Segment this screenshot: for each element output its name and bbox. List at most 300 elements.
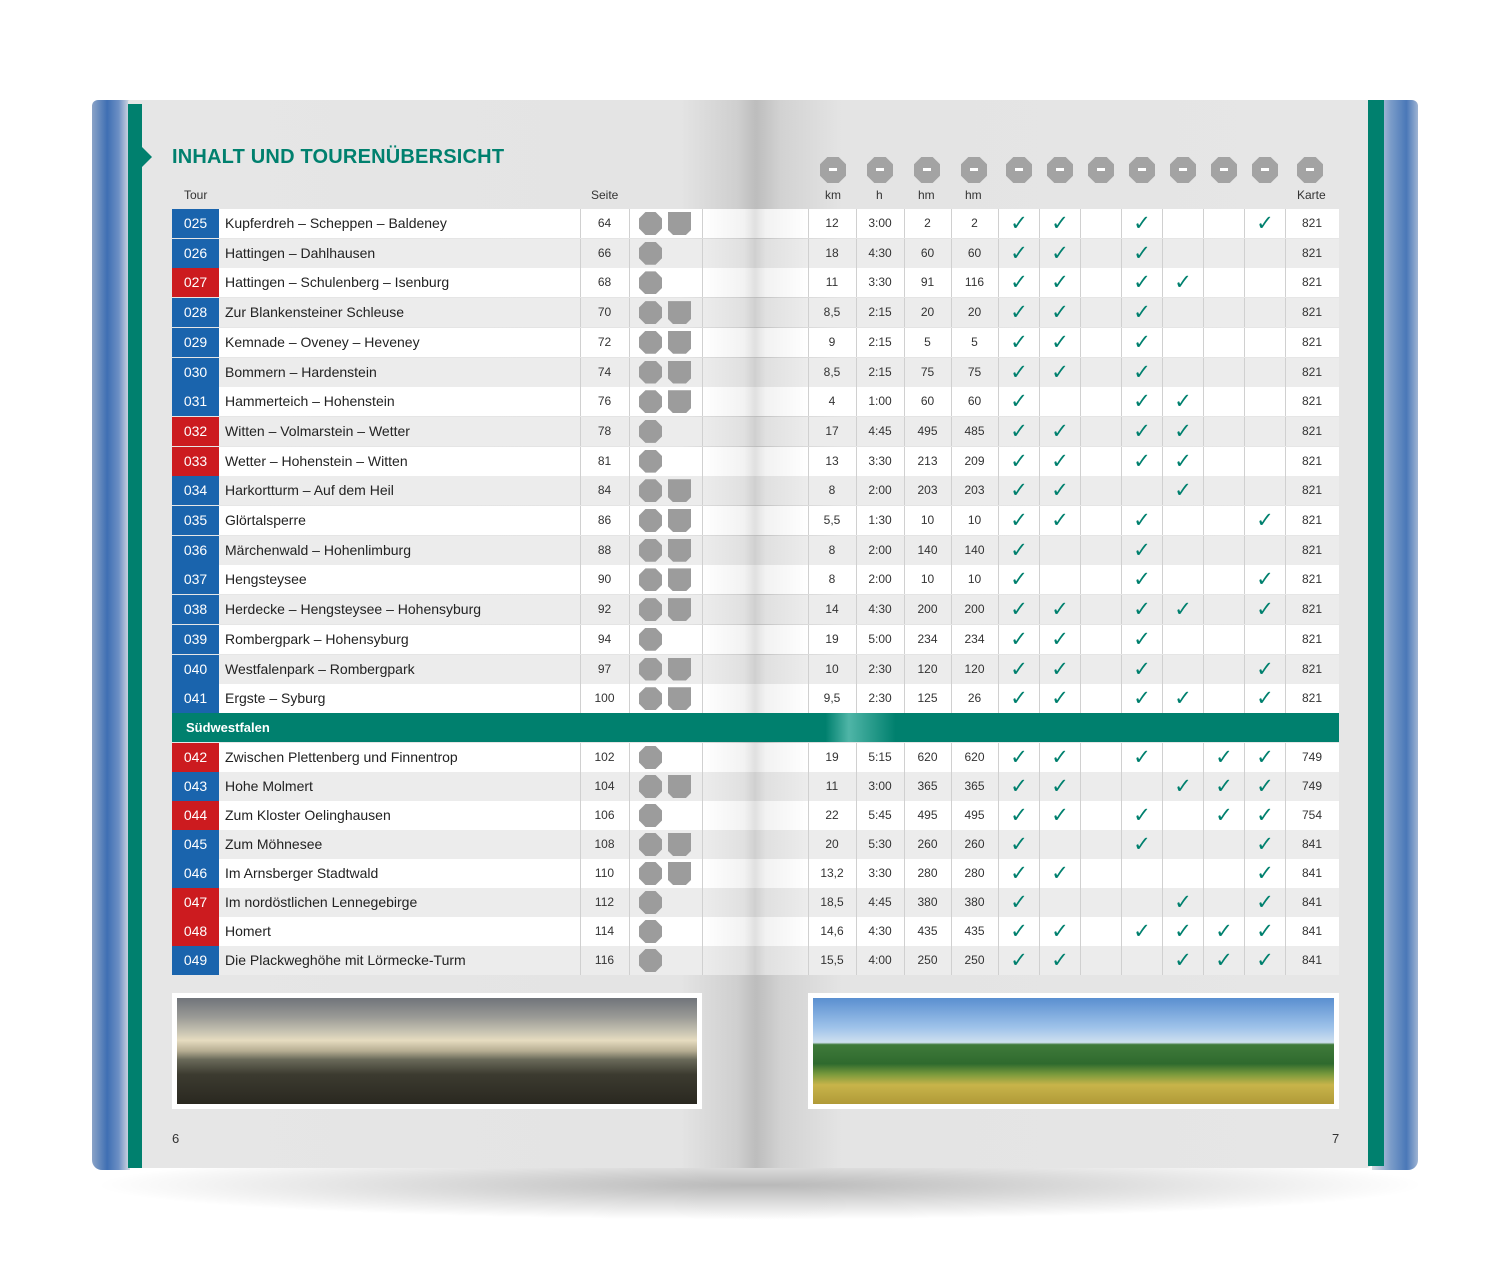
header-h: h <box>876 188 883 202</box>
page-number: 74 <box>597 364 612 379</box>
page-number: 102 <box>594 750 615 764</box>
check-icon: ✓ <box>1010 537 1028 562</box>
table-row <box>172 595 1339 624</box>
descent-hm: 5 <box>971 334 978 349</box>
column-divider <box>1244 625 1245 654</box>
tour-number: 047 <box>172 888 219 917</box>
route-type-icon <box>668 687 691 710</box>
difficulty-icon <box>639 862 662 885</box>
category-header-icon <box>1129 157 1155 183</box>
map-number: 749 <box>1301 750 1323 764</box>
header-icon-mark <box>1179 168 1187 171</box>
descent-hm: 380 <box>964 895 985 909</box>
check-icon: ✓ <box>1174 948 1192 972</box>
column-divider <box>629 268 630 297</box>
category-header-icon <box>1170 157 1196 183</box>
check-icon: ✓ <box>1051 240 1069 265</box>
column-divider <box>1244 328 1245 357</box>
column-divider <box>1203 684 1204 713</box>
column-divider <box>1203 298 1204 327</box>
tour-name: Bommern – Hardenstein <box>225 363 377 380</box>
ascent-hm: 2 <box>924 216 931 230</box>
header-icon-mark <box>1056 168 1064 171</box>
book-gutter-shade <box>702 209 808 238</box>
photo-right <box>808 993 1339 1109</box>
map-number: 841 <box>1301 837 1323 851</box>
route-type-icon <box>668 361 691 384</box>
column-divider <box>629 888 630 917</box>
book-gutter-shade <box>702 565 808 594</box>
tour-number: 045 <box>172 830 219 859</box>
book-gutter-shade <box>702 859 808 888</box>
descent-hm: 60 <box>967 394 982 409</box>
category-header-icon <box>1088 157 1114 183</box>
check-icon: ✓ <box>1051 745 1069 769</box>
check-icon: ✓ <box>1256 656 1274 681</box>
header-icon-mark <box>1261 168 1269 171</box>
column-divider <box>1080 209 1081 238</box>
section-label: Südwestfalen <box>186 720 270 735</box>
ascent-hm: 120 <box>917 661 938 676</box>
category-header-icon <box>1252 157 1278 183</box>
distance-km: 19 <box>825 631 839 646</box>
header-icon-mark <box>876 168 884 171</box>
column-divider <box>629 625 630 654</box>
column-divider <box>629 536 630 565</box>
check-icon: ✓ <box>1051 626 1069 651</box>
duration-h: 2:15 <box>868 334 892 349</box>
book-gutter-shade <box>702 801 808 830</box>
tour-number: 031 <box>172 387 219 416</box>
check-icon: ✓ <box>1133 832 1151 856</box>
check-icon: ✓ <box>1256 803 1274 827</box>
check-icon: ✓ <box>1051 300 1069 325</box>
descent-hm: 365 <box>964 779 985 793</box>
right-page-stripe <box>1368 100 1384 1166</box>
ascent-hm: 380 <box>917 895 938 909</box>
column-divider <box>1080 801 1081 830</box>
duration-h: 2:30 <box>868 691 892 706</box>
difficulty-icon <box>639 949 662 972</box>
difficulty-icon <box>639 833 662 856</box>
column-divider <box>1203 506 1204 535</box>
page-number: 108 <box>594 837 615 851</box>
page-number: 70 <box>597 305 612 320</box>
difficulty-icon <box>639 920 662 943</box>
difficulty-icon <box>639 271 662 294</box>
difficulty-icon <box>639 598 662 621</box>
map-number: 821 <box>1301 483 1323 498</box>
column-divider <box>1203 387 1204 416</box>
map-number: 821 <box>1301 216 1323 230</box>
check-icon: ✓ <box>1133 508 1151 532</box>
column-divider <box>629 417 630 446</box>
column-divider <box>1080 888 1081 917</box>
category-header-icon <box>820 157 846 183</box>
check-icon: ✓ <box>1133 389 1151 414</box>
ascent-hm: 10 <box>920 513 935 527</box>
page-number-right: 7 <box>1332 1131 1340 1146</box>
map-number: 821 <box>1301 275 1323 290</box>
book-gutter-shade <box>702 447 808 476</box>
book-gutter-shade <box>702 946 808 975</box>
table-row <box>172 476 1339 505</box>
column-divider <box>1162 328 1163 357</box>
tour-name: Hengsteysee <box>225 571 307 588</box>
column-divider <box>1080 298 1081 327</box>
header-tour: Tour <box>184 188 208 202</box>
tour-number: 046 <box>172 859 219 888</box>
column-divider <box>629 447 630 476</box>
check-icon: ✓ <box>1133 656 1151 681</box>
header-icon-mark <box>1138 168 1146 171</box>
check-icon: ✓ <box>1051 774 1069 798</box>
check-icon: ✓ <box>1215 948 1233 972</box>
column-divider <box>1244 268 1245 297</box>
column-divider <box>629 743 630 772</box>
descent-hm: 435 <box>964 924 985 938</box>
column-divider <box>629 655 630 684</box>
column-divider <box>1080 239 1081 268</box>
tour-name: Zwischen Plettenberg und Finnentrop <box>225 749 458 765</box>
book-gutter-shade <box>702 595 808 624</box>
descent-hm: 10 <box>967 572 982 587</box>
descent-hm: 495 <box>964 808 985 822</box>
descent-hm: 116 <box>964 275 985 290</box>
distance-km: 8 <box>828 542 836 557</box>
title-arrow-icon <box>142 147 152 167</box>
table-row <box>172 946 1339 975</box>
check-icon: ✓ <box>1256 508 1274 532</box>
tour-name: Herdecke – Hengsteysee – Hohensyburg <box>225 601 482 618</box>
header-icon-mark <box>829 168 837 171</box>
tour-number: 048 <box>172 917 219 946</box>
tour-number: 025 <box>172 209 219 238</box>
column-divider <box>629 801 630 830</box>
tour-number: 030 <box>172 358 219 387</box>
check-icon: ✓ <box>1256 686 1274 711</box>
column-divider <box>1244 476 1245 505</box>
category-header-icon <box>1297 157 1323 183</box>
check-icon: ✓ <box>1133 240 1151 265</box>
route-type-icon <box>668 301 691 324</box>
column-divider <box>1244 536 1245 565</box>
map-number: 821 <box>1301 602 1323 617</box>
tour-number: 035 <box>172 506 219 535</box>
column-divider <box>1080 358 1081 387</box>
duration-h: 3:00 <box>868 216 892 230</box>
tour-name: Homert <box>225 923 271 939</box>
header-seite: Seite <box>591 188 619 202</box>
map-number: 821 <box>1301 572 1323 587</box>
tour-number: 038 <box>172 595 219 624</box>
route-type-icon <box>668 509 691 532</box>
map-number: 821 <box>1301 305 1323 320</box>
ascent-hm: 20 <box>920 305 935 320</box>
column-divider <box>1203 209 1204 238</box>
column-divider <box>1203 655 1204 684</box>
route-type-icon <box>668 862 691 885</box>
ascent-hm: 280 <box>917 866 938 880</box>
map-number: 821 <box>1301 691 1323 706</box>
map-number: 841 <box>1301 953 1323 967</box>
book-gutter-shade <box>702 298 808 327</box>
tour-name: Die Plackweghöhe mit Lörmecke-Turm <box>225 952 466 968</box>
table-row <box>172 565 1339 594</box>
column-divider <box>1080 268 1081 297</box>
descent-hm: 10 <box>967 513 982 527</box>
duration-h: 5:00 <box>868 631 892 646</box>
map-number: 821 <box>1301 245 1323 260</box>
tour-name: Im Arnsberger Stadtwald <box>225 865 379 881</box>
table-row <box>172 888 1339 917</box>
check-icon: ✓ <box>1133 359 1151 384</box>
column-divider <box>629 298 630 327</box>
check-icon: ✓ <box>1010 418 1028 443</box>
table-row <box>172 801 1339 830</box>
check-icon: ✓ <box>1174 448 1192 473</box>
tour-number: 042 <box>172 743 219 772</box>
header-icon-mark <box>923 168 931 171</box>
column-divider <box>1039 536 1040 565</box>
descent-hm: 485 <box>964 423 985 438</box>
distance-km: 18,5 <box>820 895 844 909</box>
table-row <box>172 655 1339 684</box>
descent-hm: 75 <box>967 364 982 379</box>
route-type-icon <box>668 331 691 354</box>
check-icon: ✓ <box>1051 861 1069 885</box>
difficulty-icon <box>639 687 662 710</box>
column-divider <box>1203 358 1204 387</box>
tour-name: Rombergpark – Hohensyburg <box>225 630 409 647</box>
column-divider <box>629 209 630 238</box>
check-icon: ✓ <box>1174 919 1192 943</box>
check-icon: ✓ <box>1051 359 1069 384</box>
tour-name: Hattingen – Schulenberg – Isenburg <box>225 274 450 291</box>
check-icon: ✓ <box>1133 300 1151 325</box>
column-divider <box>1203 595 1204 624</box>
route-type-icon <box>668 568 691 591</box>
column-divider <box>1162 358 1163 387</box>
section-banner <box>172 713 1339 742</box>
check-icon: ✓ <box>1010 686 1028 711</box>
table-row <box>172 447 1339 476</box>
tour-number: 034 <box>172 476 219 505</box>
column-divider <box>1039 565 1040 594</box>
distance-km: 13 <box>825 453 839 468</box>
page-number: 90 <box>597 572 612 587</box>
distance-km: 20 <box>825 837 839 851</box>
map-number: 841 <box>1301 895 1323 909</box>
difficulty-icon <box>639 775 662 798</box>
book-edge-left <box>92 100 130 1170</box>
tour-number: 040 <box>172 655 219 684</box>
check-icon: ✓ <box>1051 211 1069 235</box>
column-divider <box>1162 298 1163 327</box>
column-divider <box>629 772 630 801</box>
difficulty-icon <box>639 242 662 265</box>
check-icon: ✓ <box>1010 448 1028 473</box>
column-divider <box>1244 417 1245 446</box>
column-divider <box>1080 743 1081 772</box>
column-divider <box>1162 830 1163 859</box>
check-icon: ✓ <box>1174 418 1192 443</box>
column-divider <box>1203 888 1204 917</box>
check-icon: ✓ <box>1051 448 1069 473</box>
column-divider <box>1080 772 1081 801</box>
page-number: 84 <box>597 483 612 498</box>
book-gutter-shade <box>702 917 808 946</box>
check-icon: ✓ <box>1256 861 1274 885</box>
descent-hm: 120 <box>964 661 985 676</box>
category-header-icon <box>1047 157 1073 183</box>
duration-h: 2:30 <box>868 661 892 676</box>
page-number: 92 <box>597 602 612 617</box>
map-number: 821 <box>1301 423 1323 438</box>
page-number: 68 <box>597 275 612 290</box>
distance-km: 11 <box>825 275 839 290</box>
check-icon: ✓ <box>1256 832 1274 856</box>
check-icon: ✓ <box>1256 211 1274 235</box>
column-divider <box>1162 859 1163 888</box>
check-icon: ✓ <box>1174 774 1192 798</box>
check-icon: ✓ <box>1174 890 1192 914</box>
column-divider <box>1203 417 1204 446</box>
check-icon: ✓ <box>1133 537 1151 562</box>
check-icon: ✓ <box>1215 919 1233 943</box>
check-icon: ✓ <box>1133 418 1151 443</box>
tour-number: 039 <box>172 625 219 654</box>
column-divider <box>1080 625 1081 654</box>
duration-h: 5:15 <box>868 750 892 764</box>
ascent-hm: 234 <box>917 631 938 646</box>
column-divider <box>1080 565 1081 594</box>
column-divider <box>1162 801 1163 830</box>
juniper-heath-image <box>813 998 1334 1104</box>
difficulty-icon <box>639 212 662 235</box>
check-icon: ✓ <box>1051 418 1069 443</box>
route-type-icon <box>668 658 691 681</box>
descent-hm: 60 <box>967 245 982 260</box>
header-hm-up: hm <box>918 188 935 202</box>
category-header-icon <box>914 157 940 183</box>
column-divider <box>1203 239 1204 268</box>
page-number: 76 <box>597 394 612 409</box>
duration-h: 4:45 <box>868 423 892 438</box>
check-icon: ✓ <box>1133 211 1151 235</box>
ascent-hm: 495 <box>917 808 938 822</box>
distance-km: 14,6 <box>820 924 844 938</box>
duration-h: 3:30 <box>868 275 892 290</box>
map-number: 821 <box>1301 542 1323 557</box>
route-type-icon <box>668 598 691 621</box>
book-gutter-shade <box>702 655 808 684</box>
header-icon-mark <box>1097 168 1105 171</box>
check-icon: ✓ <box>1256 567 1274 592</box>
check-icon: ✓ <box>1133 567 1151 592</box>
table-row <box>172 239 1339 268</box>
column-divider <box>1080 595 1081 624</box>
column-divider <box>1244 298 1245 327</box>
route-type-icon <box>668 479 691 502</box>
book-gutter-shade <box>702 506 808 535</box>
route-type-icon <box>668 212 691 235</box>
column-divider <box>1203 476 1204 505</box>
page-number: 86 <box>597 513 612 527</box>
column-divider <box>1203 625 1204 654</box>
duration-h: 3:30 <box>868 453 892 468</box>
map-number: 821 <box>1301 334 1323 349</box>
descent-hm: 26 <box>967 691 982 706</box>
check-icon: ✓ <box>1051 478 1069 503</box>
check-icon: ✓ <box>1010 774 1028 798</box>
book-gutter-shade <box>702 476 808 505</box>
book-gutter-shade <box>702 358 808 387</box>
tour-name: Zum Möhnesee <box>225 836 323 852</box>
photo-left <box>172 993 702 1109</box>
tour-name: Hohe Molmert <box>225 778 313 794</box>
check-icon: ✓ <box>1256 890 1274 914</box>
check-icon: ✓ <box>1133 270 1151 295</box>
column-divider <box>629 684 630 713</box>
table-row <box>172 536 1339 565</box>
column-divider <box>1244 358 1245 387</box>
column-divider <box>1080 859 1081 888</box>
difficulty-icon <box>639 568 662 591</box>
check-icon: ✓ <box>1010 389 1028 414</box>
book-gutter-shade <box>702 387 808 416</box>
tour-number: 037 <box>172 565 219 594</box>
column-divider <box>1121 772 1122 801</box>
difficulty-icon <box>639 361 662 384</box>
descent-hm: 280 <box>964 866 985 880</box>
check-icon: ✓ <box>1010 890 1028 914</box>
check-icon: ✓ <box>1256 597 1274 622</box>
ascent-hm: 200 <box>917 602 938 617</box>
category-header-icon <box>867 157 893 183</box>
descent-hm: 620 <box>964 750 985 764</box>
distance-km: 5,5 <box>823 513 841 527</box>
column-divider <box>629 358 630 387</box>
column-divider <box>629 476 630 505</box>
ascent-hm: 60 <box>920 394 935 409</box>
table-row <box>172 772 1339 801</box>
duration-h: 4:00 <box>868 953 892 967</box>
check-icon: ✓ <box>1010 919 1028 943</box>
duration-h: 5:30 <box>868 837 892 851</box>
map-number: 841 <box>1301 924 1323 938</box>
page-number: 112 <box>594 895 615 909</box>
route-type-icon <box>668 390 691 413</box>
map-number: 841 <box>1301 866 1323 880</box>
check-icon: ✓ <box>1174 478 1192 503</box>
difficulty-icon <box>639 539 662 562</box>
ascent-hm: 140 <box>917 542 938 557</box>
page-number: 66 <box>597 245 612 260</box>
tour-name: Glörtalsperre <box>225 512 306 528</box>
distance-km: 8 <box>828 483 836 498</box>
category-header-icon <box>1006 157 1032 183</box>
header-karte: Karte <box>1297 188 1326 202</box>
check-icon: ✓ <box>1133 329 1151 354</box>
duration-h: 3:30 <box>868 866 892 880</box>
duration-h: 3:00 <box>868 779 892 793</box>
column-divider <box>1162 506 1163 535</box>
left-page-stripe <box>128 104 142 1168</box>
book-gutter-shade <box>702 268 808 297</box>
header-icon-mark <box>970 168 978 171</box>
map-number: 821 <box>1301 631 1323 646</box>
